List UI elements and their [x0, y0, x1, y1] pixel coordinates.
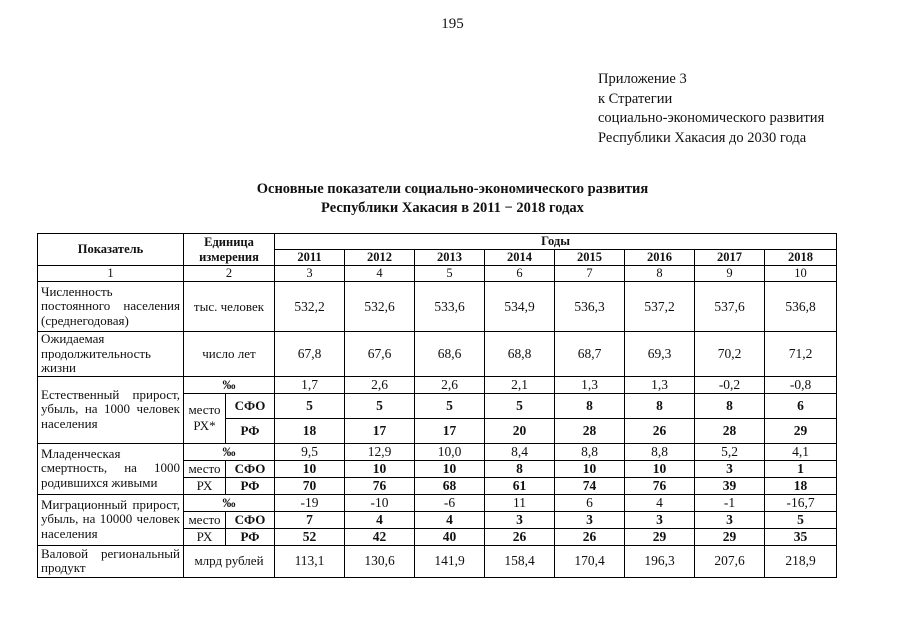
indicator-label: Младенческая смертность, на 1000 родившихся живыми — [38, 443, 184, 494]
value-cell: 2,1 — [485, 376, 555, 393]
year-header: 2017 — [695, 250, 765, 266]
value-cell: 40 — [415, 528, 485, 545]
value-cell: 67,8 — [275, 332, 345, 377]
value-cell: 26 — [625, 418, 695, 443]
value-cell: 1,3 — [625, 376, 695, 393]
value-cell: 68,7 — [555, 332, 625, 377]
appendix-line: Республики Хакасия до 2030 года — [598, 129, 807, 146]
column-index: 2 — [184, 266, 275, 282]
unit-cell: млрд рублей — [184, 545, 275, 577]
unit-cell: число лет — [184, 332, 275, 377]
value-cell: 4 — [415, 511, 485, 528]
indicator-label: Численность постоянного населения (среднегодовая) — [38, 282, 184, 332]
value-cell: 52 — [275, 528, 345, 545]
value-cell: 3 — [625, 511, 695, 528]
value-cell: 29 — [695, 528, 765, 545]
value-cell: 5 — [485, 393, 555, 418]
value-cell: 20 — [485, 418, 555, 443]
value-cell: 10 — [625, 460, 695, 477]
value-cell: 8 — [625, 393, 695, 418]
value-cell: 26 — [485, 528, 555, 545]
value-cell: 158,4 — [485, 545, 555, 577]
value-cell: 1,3 — [555, 376, 625, 393]
value-cell: 70 — [275, 477, 345, 494]
value-cell: 10 — [415, 460, 485, 477]
value-cell: 69,3 — [625, 332, 695, 377]
value-cell: 5 — [345, 393, 415, 418]
value-cell: 10 — [345, 460, 415, 477]
table-row-grp — [38, 545, 837, 577]
value-cell: 67,6 — [345, 332, 415, 377]
value-cell: 8 — [555, 393, 625, 418]
place-label: РХ — [184, 477, 226, 494]
header-years: Годы — [275, 234, 837, 250]
value-cell: 11 — [485, 494, 555, 511]
value-cell: 3 — [555, 511, 625, 528]
value-cell: 8,8 — [625, 443, 695, 460]
value-cell: 18 — [275, 418, 345, 443]
year-header: 2018 — [765, 250, 837, 266]
value-cell: 76 — [625, 477, 695, 494]
value-cell: 18 — [765, 477, 837, 494]
value-cell: 7 — [275, 511, 345, 528]
value-cell: 5 — [765, 511, 837, 528]
year-header: 2014 — [485, 250, 555, 266]
value-cell: 42 — [345, 528, 415, 545]
value-cell: 2,6 — [345, 376, 415, 393]
value-cell: -19 — [275, 494, 345, 511]
year-header: 2011 — [275, 250, 345, 266]
value-cell: -0,2 — [695, 376, 765, 393]
region-label-sfo: СФО — [226, 460, 275, 477]
column-index: 7 — [555, 266, 625, 282]
value-cell: 537,6 — [695, 282, 765, 332]
value-cell: -10 — [345, 494, 415, 511]
value-cell: 8,8 — [555, 443, 625, 460]
value-cell: -6 — [415, 494, 485, 511]
column-index: 5 — [415, 266, 485, 282]
unit-cell: ‰ — [184, 443, 275, 460]
value-cell: 5 — [415, 393, 485, 418]
value-cell: -0,8 — [765, 376, 837, 393]
value-cell: 10 — [275, 460, 345, 477]
region-label-rf: РФ — [226, 418, 275, 443]
value-cell: 26 — [555, 528, 625, 545]
indicator-label: Естественный прирост, убыль, на 1000 человек населения — [38, 376, 184, 443]
value-cell: 4 — [345, 511, 415, 528]
column-index: 9 — [695, 266, 765, 282]
value-cell: 533,6 — [415, 282, 485, 332]
year-header: 2016 — [625, 250, 695, 266]
year-header: 2012 — [345, 250, 415, 266]
document-title — [0, 180, 905, 218]
value-cell: 17 — [345, 418, 415, 443]
header-unit-line: измерения — [199, 249, 259, 264]
value-cell: 29 — [765, 418, 837, 443]
indicators-table — [37, 233, 837, 578]
indicator-label: Ожидаемая продолжительность жизни — [38, 332, 184, 377]
value-cell: 1,7 — [275, 376, 345, 393]
indicator-label: Валовой региональный продукт — [38, 545, 184, 577]
unit-cell: ‰ — [184, 494, 275, 511]
value-cell: 68 — [415, 477, 485, 494]
value-cell: 4,1 — [765, 443, 837, 460]
value-cell: 29 — [625, 528, 695, 545]
value-cell: 534,9 — [485, 282, 555, 332]
page-number: 195 — [441, 16, 464, 32]
value-cell: 68,8 — [485, 332, 555, 377]
year-header: 2013 — [415, 250, 485, 266]
value-cell: 3 — [695, 460, 765, 477]
value-cell: 10,0 — [415, 443, 485, 460]
header-row — [38, 234, 837, 250]
appendix-note — [598, 70, 824, 148]
table-row-life-expectancy — [38, 332, 837, 377]
value-cell: 8 — [485, 460, 555, 477]
place-label: РХ — [184, 528, 226, 545]
value-cell: 68,6 — [415, 332, 485, 377]
table-row-population — [38, 282, 837, 332]
appendix-line: социально-экономического развития — [598, 110, 825, 126]
year-header: 2015 — [555, 250, 625, 266]
column-index: 1 — [38, 266, 184, 282]
value-cell: 71,2 — [765, 332, 837, 377]
value-cell: -1 — [695, 494, 765, 511]
value-cell: 5 — [275, 393, 345, 418]
header-unit-line: Единица — [204, 234, 254, 249]
column-index: 6 — [485, 266, 555, 282]
table-row-natural-growth — [38, 376, 837, 393]
value-cell: 536,8 — [765, 282, 837, 332]
value-cell: -16,7 — [765, 494, 837, 511]
column-index: 8 — [625, 266, 695, 282]
value-cell: 39 — [695, 477, 765, 494]
value-cell: 28 — [695, 418, 765, 443]
value-cell: 141,9 — [415, 545, 485, 577]
place-label: место — [184, 460, 226, 477]
header-indicator: Показатель — [38, 234, 184, 266]
table-row-migration — [38, 494, 837, 511]
value-cell: 76 — [345, 477, 415, 494]
value-cell: 70,2 — [695, 332, 765, 377]
value-cell: 130,6 — [345, 545, 415, 577]
value-cell: 17 — [415, 418, 485, 443]
value-cell: 536,3 — [555, 282, 625, 332]
region-label-rf: РФ — [226, 477, 275, 494]
value-cell: 207,6 — [695, 545, 765, 577]
value-cell: 532,2 — [275, 282, 345, 332]
value-cell: 537,2 — [625, 282, 695, 332]
value-cell: 4 — [625, 494, 695, 511]
header-unit — [184, 234, 275, 266]
value-cell: 9,5 — [275, 443, 345, 460]
column-index: 10 — [765, 266, 837, 282]
indicator-label: Миграционный прирост, убыль, на 10000 человек населения — [38, 494, 184, 545]
unit-cell: тыс. человек — [184, 282, 275, 332]
place-label: место — [184, 511, 226, 528]
title-line: Республики Хакасия в 2011 − 2018 годах — [321, 200, 584, 216]
place-label: место РХ* — [184, 393, 226, 443]
value-cell: 28 — [555, 418, 625, 443]
value-cell: 196,3 — [625, 545, 695, 577]
value-cell: 1 — [765, 460, 837, 477]
column-index: 4 — [345, 266, 415, 282]
table-row-infant-mortality — [38, 443, 837, 460]
value-cell: 5,2 — [695, 443, 765, 460]
region-label-sfo: СФО — [226, 511, 275, 528]
value-cell: 10 — [555, 460, 625, 477]
column-index-row — [38, 266, 837, 282]
unit-cell: ‰ — [184, 376, 275, 393]
region-label-rf: РФ — [226, 528, 275, 545]
value-cell: 6 — [765, 393, 837, 418]
value-cell: 61 — [485, 477, 555, 494]
value-cell: 218,9 — [765, 545, 837, 577]
value-cell: 113,1 — [275, 545, 345, 577]
value-cell: 532,6 — [345, 282, 415, 332]
value-cell: 74 — [555, 477, 625, 494]
value-cell: 12,9 — [345, 443, 415, 460]
appendix-line: Приложение 3 — [598, 71, 687, 87]
value-cell: 2,6 — [415, 376, 485, 393]
value-cell: 8 — [695, 393, 765, 418]
appendix-line: к Стратегии — [598, 90, 673, 107]
value-cell: 35 — [765, 528, 837, 545]
region-label-sfo: СФО — [226, 393, 275, 418]
column-index: 3 — [275, 266, 345, 282]
value-cell: 3 — [695, 511, 765, 528]
value-cell: 170,4 — [555, 545, 625, 577]
value-cell: 3 — [485, 511, 555, 528]
value-cell: 8,4 — [485, 443, 555, 460]
title-line: Основные показатели социально-экономического развития — [256, 181, 649, 197]
value-cell: 6 — [555, 494, 625, 511]
